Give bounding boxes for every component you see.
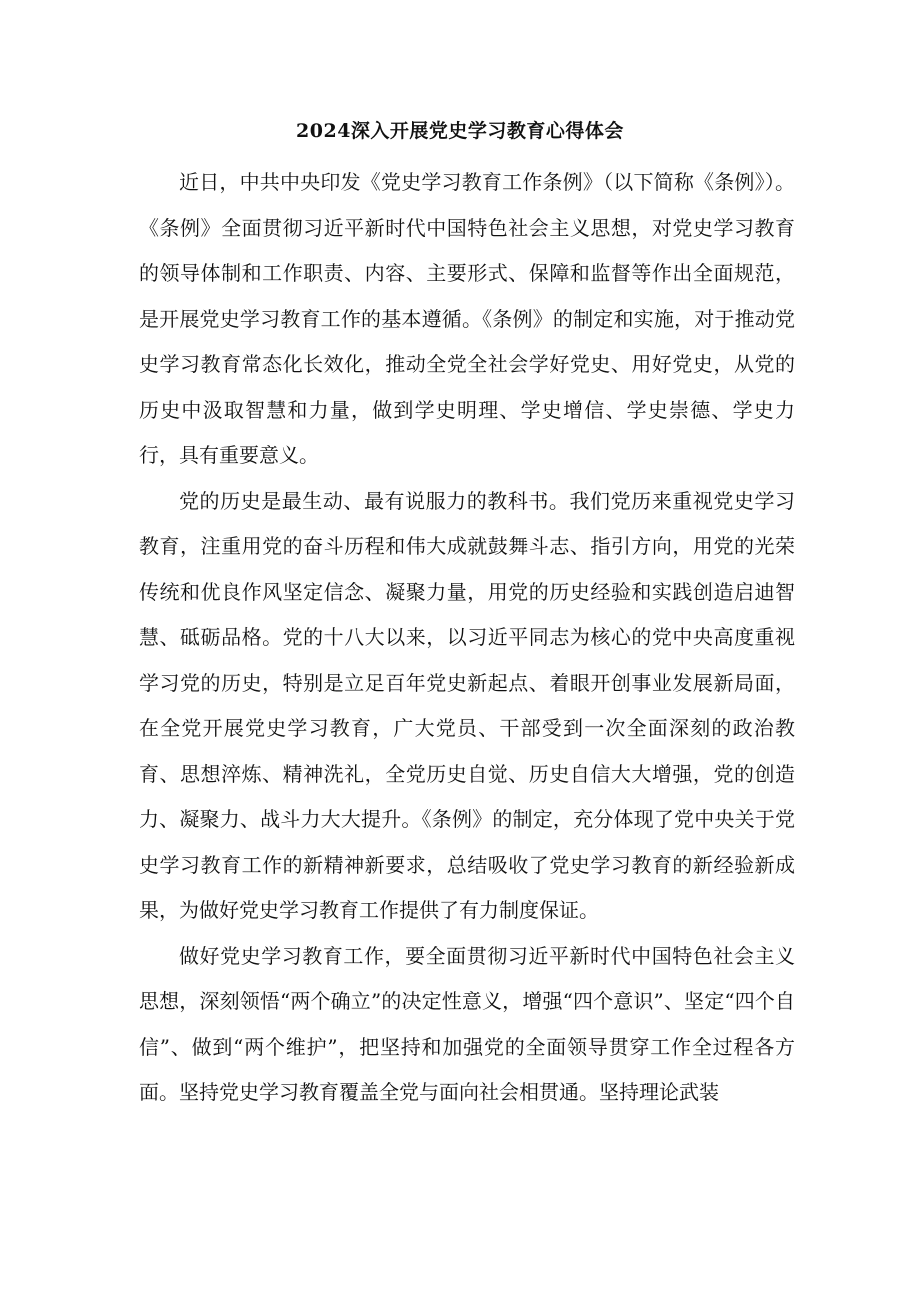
paragraph-1: 近日，中共中央印发《党史学习教育工作条例》（以下简称《条例》）。《条例》全面贯彻习近平新时代中国特色社会主义思想，对党史学习教育的领导体制和工作职责、内容、主要形式、保障和监督等作出全面规范，是开展党史学习教育工作的基本遵循。《条例》的制定和实施，对于推动党史学习教育常态化长效化，推动全党全社会学好党史、用好党史，从党的历史中汲取智慧和力量，做到学史明理、学史增信、学史崇德、学史力行，具有重要意义。 bbox=[139, 170, 795, 467]
paragraph-2: 党的历史是最生动、最有说服力的教科书。我们党历来重视党史学习教育，注重用党的奋斗历程和伟大成就鼓舞斗志、指引方向，用党的光荣传统和优良作风坚定信念、凝聚力量，用党的历史经验和实践创造启迪智慧、砥砺品格。党的十八大以来，以习近平同志为核心的党中央高度重视学习党的历史，特别是立足百年党史新起点、着眼开创事业发展新局面，在全党开展党史学习教育，广大党员、干部受到一次全面深刻的政治教育、思想淬炼、精神洗礼，全党历史自觉、历史自信大大增强，党的创造力、凝聚力、战斗力大大提升。《条例》的制定，充分体现了党中央关于党史学习教育工作的新精神新要求，总结吸收了党史学习教育的新经验新成果，为做好党史学习教育工作提供了有力制度保证。 bbox=[139, 488, 795, 922]
document-title: 2024深入开展党史学习教育心得体会 bbox=[296, 120, 624, 142]
document-body bbox=[139, 160, 795, 1116]
paragraph-3: 做好党史学习教育工作，要全面贯彻习近平新时代中国特色社会主义思想，深刻领悟“两个确立”的决定性意义，增强“四个意识”、坚定“四个自信”、做到“两个维护”，把坚持和加强党的全面领导贯穿工作全过程各方面。坚持党史学习教育覆盖全党与面向社会相贯通。坚持理论武装 bbox=[139, 943, 795, 1104]
